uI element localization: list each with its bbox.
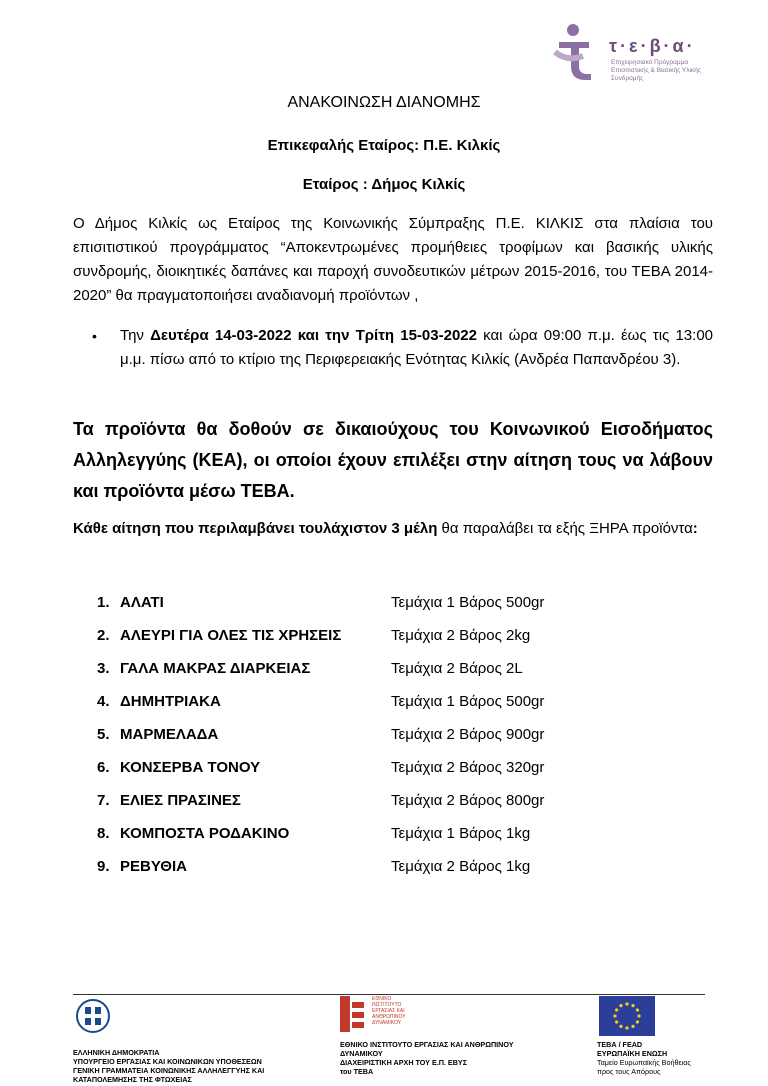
eiead-logo	[338, 994, 418, 1036]
eu-flag-icon	[599, 996, 655, 1036]
ministry-line: ΕΛΛΗΝΙΚΗ ΔΗΜΟΚΡΑΤΙΑ	[73, 1048, 160, 1057]
item-number: 6.	[97, 759, 110, 776]
list-item	[97, 792, 717, 825]
item-quantity: Τεμάχια 1 Βάρος 500gr	[391, 594, 545, 611]
item-quantity: Τεμάχια 2 Βάρος 900gr	[391, 726, 545, 743]
eu-line: προς τους Απόρους	[597, 1067, 661, 1076]
eu-line: ΤΕΒΑ / FEAD	[597, 1040, 643, 1049]
intro-paragraph: Ο Δήμος Κιλκίς ως Εταίρος της Κοινωνικής Σύμπραξης Π.Ε. ΚΙΛΚΙΣ στα πλαίσια του επισιτιστικού προγράμματος “Αποκεντρωμένες προμήθειες τροφίμων και βασικής υλικής συνδρομής, διοικητικές δαπάνες και παροχή συνοδευτικών μέτρων 2015-2016, του ΤΕΒΑ 2014-2020” θα πραγματοποιήσει αναδιανομή προϊόντων ,	[73, 215, 713, 304]
list-item	[97, 858, 717, 891]
item-name: ΜΑΡΜΕΛΑΔΑ	[120, 726, 219, 743]
schedule-dates: Δευτέρα 14-03-2022 και την Τρίτη 15-03-2022	[150, 327, 477, 344]
schedule-suffix: και ώρα 09:00 π.μ. έως τις 13:00 μ.μ. πίσω από το κτίριο της Περιφερειακής Ενότητας Κιλκίς (Ανδρέα Παπανδρέου 3).	[120, 327, 714, 368]
teba-logo	[553, 22, 713, 88]
item-number: 3.	[97, 660, 110, 677]
greek-emblem-icon	[75, 998, 111, 1034]
teba-subtitle: Επιχειρησιακό Πρόγραμμα Επισιτιστικής & Βασικής Υλικής Συνδρομής	[611, 59, 701, 82]
partner: Εταίρος : Δήμος Κιλκίς	[302, 176, 466, 193]
ministry-line: ΚΑΤΑΠΟΛΕΜΗΣΗΣ ΤΗΣ ΦΤΩΧΕΙΑΣ	[73, 1075, 192, 1084]
item-quantity: Τεμάχια 2 Βάρος 1kg	[391, 858, 531, 875]
list-item	[97, 627, 717, 660]
eiead-line: ΔΙΑΧΕΙΡΙΣΤΙΚΗ ΑΡΧΗ ΤΟΥ Ε.Π. ΕΒΥΣ	[340, 1058, 468, 1067]
item-quantity: Τεμάχια 1 Βάρος 500gr	[391, 693, 545, 710]
eu-text	[597, 1040, 717, 1076]
bullet-icon: •	[92, 328, 97, 344]
eiead-line: ΔΥΝΑΜΙΚΟΥ	[340, 1049, 383, 1058]
item-name: ΚΟΝΣΕΡΒΑ ΤΟΝΟΥ	[120, 759, 261, 776]
item-number: 8.	[97, 825, 110, 842]
item-quantity: Τεμάχια 2 Βάρος 2kg	[391, 627, 531, 644]
item-name: ΓΑΛΑ ΜΑΚΡΑΣ ΔΙΑΡΚΕΙΑΣ	[120, 660, 311, 677]
list-item	[97, 825, 717, 858]
ministry-text	[73, 1048, 293, 1084]
eu-line: ΕΥΡΩΠΑΪΚΗ ΕΝΩΣΗ	[597, 1049, 668, 1058]
item-quantity: Τεμάχια 1 Βάρος 1kg	[391, 825, 531, 842]
beneficiaries-paragraph: Τα προϊόντα θα δοθούν σε δικαιούχους του Κοινωνικού Εισοδήματος Αλληλεγγύης (ΚΕΑ), οι οποίοι έχουν επιλέξει στην αίτηση τους να λάβουν και προϊόντα μέσω ΤΕΒΑ.	[73, 419, 713, 501]
list-item	[97, 759, 717, 792]
page-title: ΑΝΑΚΟΙΝΩΣΗ ΔΙΑΝΟΜΗΣ	[287, 94, 481, 111]
list-item	[97, 660, 717, 693]
ministry-line: ΓΕΝΙΚΗ ΓΡΑΜΜΑΤΕΙΑ ΚΟΙΝΩΝΙΚΗΣ ΑΛΛΗΛΕΓΓΥΗΣ ΚΑΙ	[73, 1066, 265, 1075]
ministry-line: ΥΠΟΥΡΓΕΙΟ ΕΡΓΑΣΙΑΣ ΚΑΙ ΚΟΙΝΩΝΙΚΩΝ ΥΠΟΘΕΣΕΩΝ	[73, 1057, 262, 1066]
item-number: 1.	[97, 594, 110, 611]
products-intro-text: θα παραλάβει τα εξής ΞΗΡΑ προϊόντα	[437, 520, 693, 537]
list-item	[97, 726, 717, 759]
item-quantity: Τεμάχια 2 Βάρος 320gr	[391, 759, 545, 776]
teba-brand-text: τ·ε·β·α·	[609, 36, 696, 56]
item-name: ΔΗΜΗΤΡΙΑΚΑ	[120, 693, 221, 710]
item-name: ΕΛΙΕΣ ΠΡΑΣΙΝΕΣ	[120, 792, 241, 809]
teba-mark-icon	[553, 22, 603, 84]
item-number: 5.	[97, 726, 110, 743]
eiead-line: ΕΘΝΙΚΟ ΙΝΣΤΙΤΟΥΤΟ ΕΡΓΑΣΙΑΣ ΚΑΙ ΑΝΘΡΩΠΙΝΟΥ	[340, 1040, 514, 1049]
item-number: 2.	[97, 627, 110, 644]
products-intro-colon: :	[692, 520, 698, 537]
product-list	[97, 594, 717, 891]
schedule-paragraph	[120, 324, 713, 372]
products-intro	[73, 514, 713, 544]
lead-partner: Επικεφαλής Εταίρος: Π.Ε. Κιλκίς	[267, 137, 501, 154]
item-number: 7.	[97, 792, 110, 809]
item-name: ΚΟΜΠΟΣΤΑ ΡΟΔΑΚΙΝΟ	[120, 825, 290, 842]
eiead-text	[340, 1040, 540, 1076]
products-intro-bold: Κάθε αίτηση που περιλαμβάνει τουλάχιστον 3 μέλη	[73, 520, 438, 537]
item-quantity: Τεμάχια 2 Βάρος 2L	[391, 660, 523, 677]
list-item	[97, 693, 717, 726]
eiead-line: του ΤΕΒΑ	[340, 1067, 374, 1076]
schedule-prefix: Την	[120, 327, 151, 344]
eiead-mark-icon	[338, 994, 368, 1034]
eiead-logo-text: ΕΘΝΙΚΟ ΙΝΣΤΙΤΟΥΤΟ ΕΡΓΑΣΙΑΣ ΚΑΙ ΑΝΘΡΩΠΙΝΟΥ ΔΥΝΑΜΙΚΟΥ	[372, 996, 406, 1026]
list-item	[97, 594, 717, 627]
item-number: 9.	[97, 858, 110, 875]
item-name: ΡΕΒΥΘΙΑ	[120, 858, 187, 875]
item-name: ΑΛΑΤΙ	[120, 594, 164, 611]
item-name: ΑΛΕΥΡΙ ΓΙΑ ΟΛΕΣ ΤΙΣ ΧΡΗΣΕΙΣ	[120, 627, 342, 644]
item-quantity: Τεμάχια 2 Βάρος 800gr	[391, 792, 545, 809]
eu-line: Ταμείο Ευρωπαϊκής Βοήθειας	[597, 1058, 691, 1067]
item-number: 4.	[97, 693, 110, 710]
